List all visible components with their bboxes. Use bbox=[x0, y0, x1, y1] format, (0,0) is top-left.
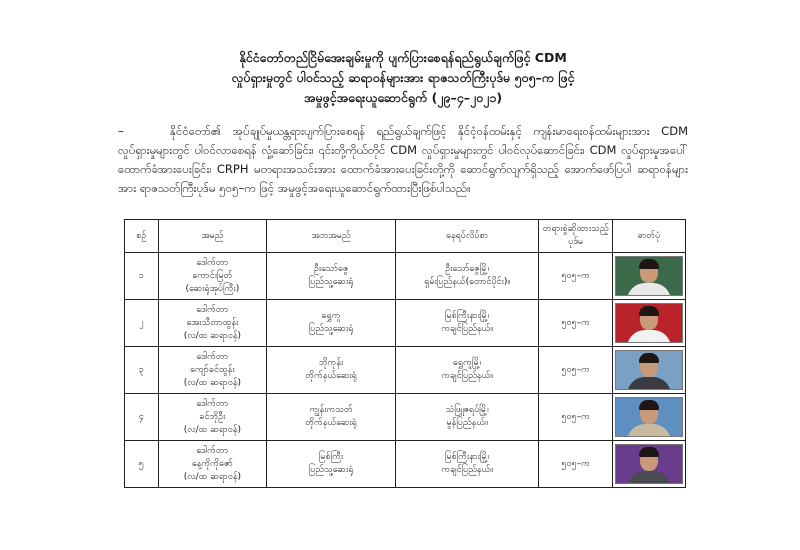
document-page bbox=[118, 48, 688, 198]
body-paragraph bbox=[118, 122, 688, 198]
cell-name-line: နေ့ကိုကိုဇော် bbox=[191, 458, 233, 469]
cell-address-line: ကချင်ပြည်နယ်။ bbox=[441, 371, 494, 381]
cell-name-line: (လ/ထ ဆရာဝန်) bbox=[183, 471, 242, 482]
photo-hair-shape bbox=[639, 259, 659, 269]
photo-hair-shape bbox=[639, 400, 659, 410]
person-photo bbox=[615, 303, 683, 343]
cell-name-line: (လ/ထ ဆရာဝန်) bbox=[183, 377, 242, 388]
title-line-2: လှုပ်ရှားမှုတွင် ပါဝင်သည့် ဆရာဝန်များအား ရာဇသတ်ကြီးပုဒ်မ ၅၀၅–က ဖြင့် bbox=[231, 70, 575, 85]
cell-section: ၅၀၅–က bbox=[539, 253, 613, 300]
table-row bbox=[125, 441, 686, 488]
header-photo: ဓာတ်ပုံ bbox=[612, 220, 685, 253]
cell-address-line: ကချင်ပြည်နယ်။ bbox=[441, 324, 494, 334]
cell-father-line: ကျွန်းကသတ် bbox=[309, 405, 353, 415]
cell-father bbox=[267, 394, 396, 441]
cell-address bbox=[395, 441, 538, 488]
cell-address-line: ဦးသော်ဇွေမြို့၊ bbox=[445, 264, 490, 274]
cell-name bbox=[158, 347, 267, 394]
photo-shoulders-shape bbox=[627, 283, 671, 296]
cell-no: ၃ bbox=[125, 347, 159, 394]
cell-address-line: မြစ်ကြီးနားမြို့၊ bbox=[444, 311, 490, 321]
table-row bbox=[125, 253, 686, 300]
cell-address-line: မြစ်ကြီးနားမြို့၊ bbox=[444, 452, 490, 462]
cell-name-line: (လ/ထ ဆရာဝန်) bbox=[183, 330, 242, 341]
photo-hair-shape bbox=[639, 447, 659, 457]
header-name: အမည် bbox=[158, 220, 267, 253]
cell-name-line: ဒေါက်တာ bbox=[196, 351, 229, 362]
table-header-row bbox=[125, 220, 686, 253]
table-row bbox=[125, 394, 686, 441]
cell-photo bbox=[612, 300, 685, 347]
cell-photo bbox=[612, 347, 685, 394]
cell-father-line: ပြည်သူ့ဆေးရုံ bbox=[308, 465, 354, 475]
cell-address-line: သံဖြူဇရပ်မြို့၊ bbox=[445, 405, 489, 415]
cell-photo bbox=[612, 394, 685, 441]
cell-address-line: ကချင်ပြည်နယ်။ bbox=[441, 465, 494, 475]
cell-photo bbox=[612, 253, 685, 300]
cell-address-line: ရွှေကူမြို့၊ bbox=[452, 358, 482, 368]
cell-address-line: မွန်ပြည်နယ်။ bbox=[446, 418, 488, 428]
cell-name bbox=[158, 253, 267, 300]
cell-father-line: တိုက်နယ်ဆေးရုံ bbox=[305, 371, 357, 381]
cell-father bbox=[267, 441, 396, 488]
cell-name-line: (ဆေးရုံအုပ်ကြီး) bbox=[185, 283, 240, 294]
title-line-1: နိုင်ငံတော်တည်ငြိမ်အေးချမ်းမှုကို ပျက်ပြားစေရန်ရည်ရွယ်ချက်ဖြင့် CDM bbox=[239, 50, 567, 65]
person-photo bbox=[615, 397, 683, 437]
cell-father-line: ပြည်သူ့ဆေးရုံ bbox=[308, 324, 354, 334]
cell-photo bbox=[612, 441, 685, 488]
cell-section: ၅၀၅–က bbox=[539, 394, 613, 441]
table-row bbox=[125, 347, 686, 394]
records-table bbox=[124, 219, 686, 488]
cell-no: ၁ bbox=[125, 253, 159, 300]
cell-name-line: ဒေါက်တာ bbox=[196, 398, 229, 409]
cell-section: ၅၀၅–က bbox=[539, 347, 613, 394]
photo-shoulders-shape bbox=[627, 471, 671, 484]
header-address: နေရပ်လိပ်စာ bbox=[395, 220, 538, 253]
photo-shoulders-shape bbox=[627, 377, 671, 390]
cell-address bbox=[395, 253, 538, 300]
cell-name-line: ဒေါက်တာ bbox=[196, 257, 229, 268]
photo-shoulders-shape bbox=[627, 330, 671, 343]
cell-name bbox=[158, 394, 267, 441]
cell-address bbox=[395, 300, 538, 347]
title-line-3: အမှုဖွင့်အရေးယူဆောင်ရွက် (၂၉–၄–၂၀၂၁) bbox=[303, 90, 503, 105]
photo-hair-shape bbox=[639, 353, 659, 363]
cell-father-line: ပြည်သူ့ဆေးရုံ bbox=[308, 277, 354, 287]
cell-name-line: ကောင်းမြတ် bbox=[192, 270, 233, 281]
cell-address-line: ရှမ်းပြည်နယ်(တောင်ပိုင်း)။ bbox=[424, 277, 511, 287]
cell-name bbox=[158, 441, 267, 488]
document-title bbox=[118, 48, 688, 108]
cell-father-line: တိုက်နယ်ဆေးရုံ bbox=[305, 418, 357, 428]
cell-name-line: ကျော်ခင်ထွန်း bbox=[190, 364, 235, 375]
header-father: အဘအမည် bbox=[267, 220, 396, 253]
header-section: တရားစွဲဆိုထားသည့်ပုဒ်မ bbox=[539, 220, 613, 253]
paragraph-text: နိုင်ငံတော်၏ အုပ်ချုပ်မှုယန္တရားပျက်ပြားစေရန် ရည်ရွယ်ချက်ဖြင့် နိုင်ငံ့ဝန်ထမ်းနှင့် ကျန်းမာရေးဝန်ထမ်းများအား CDM လှုပ်ရှားမှုများတွင် ပါဝင်လာစေရန် လှုံ့ဆော်ခြင်း၊ ၎င်းတို့ကိုယ်တိုင် CDM လှုပ်ရှားမှုများတွင် ပါဝင်လုပ်ဆောင်ခြင်း၊ CDM လှုပ်ရှားမှုအပေါ် ထောက်ခံအားပေးခြင်း၊ CRPH မတရားအသင်းအား ထောက်ခံအားပေးခြင်းတို့ကို ဆောင်ရွက်လျက်ရှိသည့် အောက်ဖော်ပြပါ ဆရာဝန်များအား ရာဇသတ်ကြီးပုဒ်မ ၅၀၅–က ဖြင့် အမှုဖွင့်အရေးယူဆောင်ရွက်ထားပြီးဖြစ်ပါသည်။ bbox=[118, 124, 688, 195]
cell-no: ၂ bbox=[125, 300, 159, 347]
cell-name-line: ဒေါက်တာ bbox=[196, 304, 229, 315]
photo-hair-shape bbox=[639, 306, 659, 316]
table-row bbox=[125, 300, 686, 347]
person-photo bbox=[615, 256, 683, 296]
cell-address bbox=[395, 347, 538, 394]
paragraph-dash: – bbox=[118, 124, 124, 138]
cell-address bbox=[395, 394, 538, 441]
cell-name-line: အေးသီတာထွန်း bbox=[186, 317, 239, 328]
cell-father bbox=[267, 300, 396, 347]
cell-father-line: မြစ်ကြီး bbox=[318, 452, 344, 462]
cell-name-line: ဒေါက်တာ bbox=[196, 445, 229, 456]
cell-father bbox=[267, 347, 396, 394]
cell-name-line: (လ/ထ ဆရာဝန်) bbox=[183, 424, 242, 435]
person-photo bbox=[615, 350, 683, 390]
cell-father-line: ဦးသော်ဇွေ bbox=[313, 264, 349, 274]
header-no: စဉ် bbox=[125, 220, 159, 253]
photo-shoulders-shape bbox=[627, 424, 671, 437]
cell-father-line: ဘိုကုန်း bbox=[318, 358, 344, 368]
cell-no: ၄ bbox=[125, 394, 159, 441]
cell-section: ၅၀၅–က bbox=[539, 441, 613, 488]
cell-father bbox=[267, 253, 396, 300]
person-photo bbox=[615, 444, 683, 484]
cell-no: ၅ bbox=[125, 441, 159, 488]
cell-father-line: ရွှေကူ bbox=[321, 311, 341, 321]
cell-section: ၅၀၅–က bbox=[539, 300, 613, 347]
cell-name bbox=[158, 300, 267, 347]
cell-name-line: ခင်ဘိုဦး bbox=[199, 411, 226, 422]
